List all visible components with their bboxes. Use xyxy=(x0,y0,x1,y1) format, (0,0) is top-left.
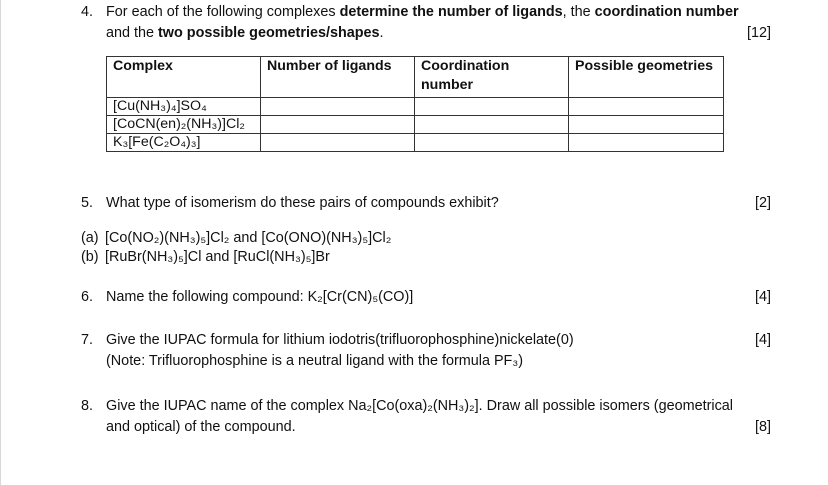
question-text xyxy=(106,396,771,438)
question-6 xyxy=(81,287,771,309)
marks-badge: [12] xyxy=(746,25,771,41)
table-row xyxy=(107,134,724,152)
marks-badge: [2] xyxy=(755,195,771,211)
question-note: (Note: Trifluorophosphine is a neutral ligand with the formula PF₃) xyxy=(106,353,523,369)
question-4 xyxy=(81,2,771,46)
answer-cell[interactable] xyxy=(261,116,415,134)
sub-question-text: [Co(NO₂)(NH₃)₅]Cl₂ and [Co(ONO)(NH₃)₅]Cl₂ xyxy=(105,230,392,246)
question-number: 8. xyxy=(81,398,94,414)
question-text: What type of isomerism do these pairs of compounds exhibit? xyxy=(106,195,499,211)
header-coordination-number: Coordination number xyxy=(415,57,569,98)
complex-cell: [CoCN(en)₂(NH₃)]Cl₂ xyxy=(107,116,261,134)
question-text xyxy=(106,330,771,372)
question-line-2: and optical) of the compound. xyxy=(106,419,296,435)
question-5 xyxy=(81,193,771,215)
sub-question-label: (a) xyxy=(81,230,99,246)
sub-question-label: (b) xyxy=(81,249,99,265)
question-number: 7. xyxy=(81,332,94,348)
complex-cell: [Cu(NH₃)₄]SO₄ xyxy=(107,98,261,116)
question-text xyxy=(106,2,771,44)
table-row xyxy=(107,116,724,134)
table-header-row xyxy=(107,57,724,98)
complex-cell: K₃[Fe(C₂O₄)₃] xyxy=(107,134,261,152)
question-7 xyxy=(81,330,771,374)
complexes-table xyxy=(106,56,724,152)
answer-cell[interactable] xyxy=(569,116,724,134)
sub-question-text: [RuBr(NH₃)₅]Cl and [RuCl(NH₃)₅]Br xyxy=(105,249,330,265)
table-row xyxy=(107,98,724,116)
answer-cell[interactable] xyxy=(415,134,569,152)
answer-cell[interactable] xyxy=(415,98,569,116)
answer-cell[interactable] xyxy=(261,98,415,116)
marks-badge: [4] xyxy=(755,289,771,305)
question-line-1: Give the IUPAC name of the complex Na₂[Co(oxa)₂(NH₃)₂]. Draw all possible isomers (geometrical xyxy=(106,398,733,414)
marks-badge: [4] xyxy=(755,332,771,348)
question-line-1: Give the IUPAC formula for lithium iodotris(trifluorophosphine)nickelate(0) xyxy=(106,332,574,348)
question-number: 4. xyxy=(81,4,94,20)
header-complex: Complex xyxy=(107,57,261,98)
header-possible-geometries: Possible geometries xyxy=(569,57,724,98)
question-line-2: and the two possible geometries/shapes. xyxy=(106,25,384,41)
marks-badge: [8] xyxy=(755,419,771,435)
question-8 xyxy=(81,396,771,440)
answer-cell[interactable] xyxy=(261,134,415,152)
question-number: 6. xyxy=(81,289,94,305)
answer-cell[interactable] xyxy=(415,116,569,134)
answer-cell[interactable] xyxy=(569,98,724,116)
question-line-1: For each of the following complexes determine the number of ligands, the coordination number xyxy=(106,4,739,20)
header-number-of-ligands: Number of ligands xyxy=(261,57,415,98)
question-text: Name the following compound: K₂[Cr(CN)₅(CO)] xyxy=(106,289,414,305)
question-number: 5. xyxy=(81,195,94,211)
answer-cell[interactable] xyxy=(569,134,724,152)
